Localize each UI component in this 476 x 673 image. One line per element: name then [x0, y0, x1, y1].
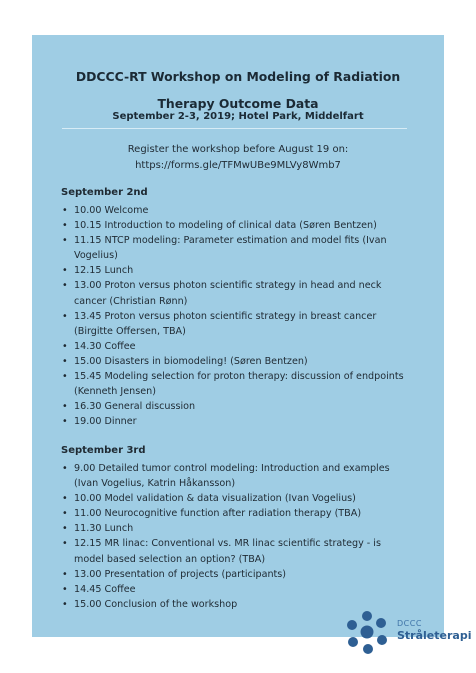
schedule-item: • 9.00 Detailed tumor control modeling: Introduction and examples (Ivan Vogelius, Katrin Håkansson): [61, 461, 406, 491]
day1-heading: September 2nd: [61, 187, 148, 198]
day1-schedule: [61, 203, 406, 429]
schedule-item: • 19.00 Dinner: [61, 414, 406, 429]
schedule-item: • 12.15 Lunch: [61, 263, 406, 278]
event-date-location: September 2-3, 2019; Hotel Park, Middelfart: [112, 111, 364, 122]
schedule-item: • 11.00 Neurocognitive function after radiation therapy (TBA): [61, 506, 406, 521]
registration-link[interactable]: https://forms.gle/TFMwUBe9MLVy8Wmb7: [135, 160, 341, 171]
divider: [62, 128, 407, 129]
schedule-item: • 14.45 Coffee: [61, 582, 406, 597]
schedule-item: • 16.30 General discussion: [61, 399, 406, 414]
schedule-item: • 13.00 Presentation of projects (participants): [61, 567, 406, 582]
schedule-item: • 13.45 Proton versus photon scientific strategy in breast cancer (Birgitte Offersen, TBA): [61, 309, 406, 339]
schedule-item: • 10.00 Welcome: [61, 203, 406, 218]
day2-schedule: [61, 461, 406, 612]
schedule-item: • 10.15 Introduction to modeling of clinical data (Søren Bentzen): [61, 218, 406, 233]
schedule-item: • 14.30 Coffee: [61, 339, 406, 354]
schedule-item: • 11.15 NTCP modeling: Parameter estimation and model fits (Ivan Vogelius): [61, 233, 406, 263]
logo-main-text: Stråleterapi: [397, 629, 472, 642]
logo-wordmark: [397, 618, 471, 643]
schedule-item: • 12.15 MR linac: Conventional vs. MR linac scientific strategy - is model based selection an option? (TBA): [61, 536, 406, 566]
dccc-logo: [343, 608, 476, 668]
schedule-item: • 15.00 Conclusion of the workshop: [61, 597, 406, 612]
poster-title: [32, 63, 444, 117]
schedule-item: • 15.00 Disasters in biomodeling! (Søren Bentzen): [61, 354, 406, 369]
day2-heading: September 3rd: [61, 445, 146, 456]
poster-panel: [32, 35, 444, 637]
registration-note: [32, 142, 444, 174]
logo-mark-icon: [343, 608, 391, 656]
title-line: Therapy Outcome Data: [157, 96, 319, 111]
registration-text: Register the workshop before August 19 on:: [127, 144, 349, 155]
logo-small-text: DCCC: [397, 619, 422, 628]
schedule-item: • 11.30 Lunch: [61, 521, 406, 536]
schedule-item: • 15.45 Modeling selection for proton therapy: discussion of endpoints (Kenneth Jensen): [61, 369, 406, 399]
schedule-item: • 10.00 Model validation & data visualization (Ivan Vogelius): [61, 491, 406, 506]
schedule-item: • 13.00 Proton versus photon scientific strategy in head and neck cancer (Christian Rønn): [61, 278, 406, 308]
title-line: DDCCC-RT Workshop on Modeling of Radiation: [75, 69, 401, 84]
